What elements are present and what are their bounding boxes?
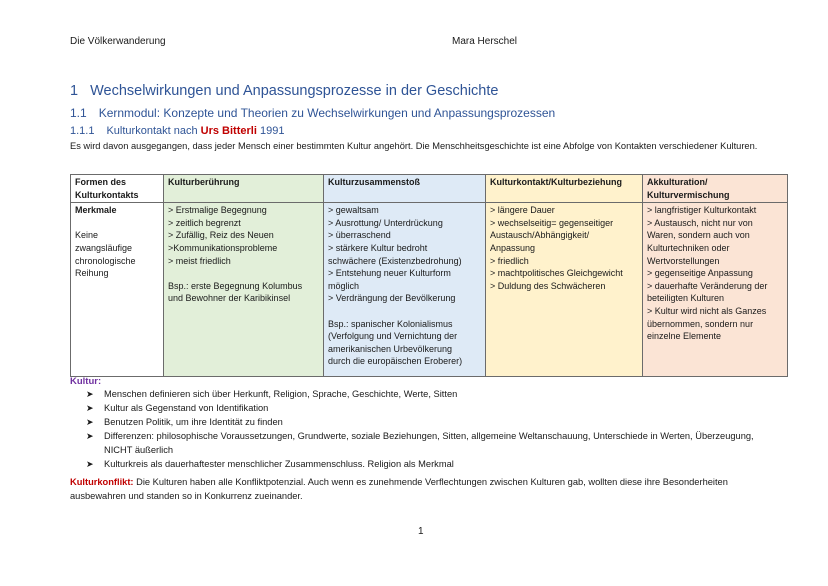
kulturkonflikt-label: Kulturkonflikt: [70, 477, 134, 487]
kulturkonflikt-paragraph [70, 475, 780, 503]
arrow-bullet-icon: ➤ [86, 458, 94, 469]
list-item: ➤ Kultur als Gegenstand von Identifikation [86, 402, 776, 416]
header-cell-forms: Formen des Kulturkontakts [71, 175, 164, 203]
header-cell-kulturkontakt: Kulturkontakt/Kulturbeziehung [486, 175, 643, 203]
heading-2-number: 1.1 [70, 106, 87, 120]
list-item: ➤ Benutzen Politik, um ihre Identität zu finden [86, 416, 776, 430]
header-author: Mara Herschel [452, 36, 518, 47]
header-cell-kulturberuehrung: Kulturberührung [164, 175, 324, 203]
heading-1-text: Wechselwirkungen und Anpassungsprozesse in der Geschichte [90, 83, 499, 99]
cell-merkmale: Merkmale Keine zwangsläufige chronologische Reihung [71, 203, 164, 377]
arrow-bullet-icon: ➤ [86, 403, 94, 413]
table-header-row [71, 175, 788, 203]
arrow-bullet-icon: ➤ [86, 389, 94, 399]
list-item: ➤ Kulturkreis als dauerhaftester menschlicher Zusammenschluss. Religion als Merkmal [86, 458, 776, 472]
cell-akkulturation: > langfristiger Kulturkontakt > Austausch, nicht nur von Waren, sondern auch von Kulturtechniken oder Wertvorstellungen > gegenseitige Anpassung > dauerhafte Veränderung der beteiligten Kulturen > Kultur wird nicht als Ganzes übernommen, sondern nur einzelne Elemente [643, 203, 788, 377]
heading-3-author: Urs Bitterli [200, 125, 257, 137]
list-item: ➤ Differenzen: philosophische Voraussetzungen, Grundwerte, soziale Beziehungen, Sitten, allgemeine Weltanschauung, Unterschiede in Werten, Überzeugung, NICHT äußerlich [86, 431, 754, 455]
kultur-bullet-list [86, 388, 776, 472]
heading-3-number: 1.1.1 [70, 125, 95, 137]
arrow-bullet-icon: ➤ [86, 431, 94, 441]
heading-2-text: Kernmodul: Konzepte und Theorien zu Wechselwirkungen und Anpassungsprozessen [98, 106, 556, 120]
heading-3-prefix: Kulturkontakt nach [106, 125, 198, 137]
kulturkonflikt-text: Die Kulturen haben alle Konfliktpotenzial. Auch wenn es zunehmende Verflechtungen zwischen Kulturen gab, wollten diese ihre Besonderheiten ausbewahren und standen so in Konkurrenz zueinander. [70, 477, 728, 501]
heading-1-number: 1 [70, 83, 79, 99]
header-title: Die Völkerwanderung [70, 36, 166, 47]
page-number: 1 [418, 526, 424, 537]
header-cell-akkulturation: Akkulturation/ Kulturvermischung [643, 175, 788, 203]
list-item: ➤ Menschen definieren sich über Herkunft, Religion, Sprache, Geschichte, Werte, Sitten [86, 388, 776, 402]
header-cell-kulturzusammenstoss: Kulturzusammenstoß [324, 175, 486, 203]
table-row [71, 203, 788, 377]
heading-1 [70, 83, 498, 99]
cell-kulturkontakt: > längere Dauer > wechselseitig= gegenseitiger Austausch/Abhängigkeit/ Anpassung > friedlich > machtpolitisches Gleichgewicht > Duldung des Schwächeren [486, 203, 643, 377]
kulturkontakt-table [70, 174, 788, 377]
intro-paragraph: Es wird davon ausgegangen, dass jeder Mensch einer bestimmten Kultur angehört. Die Menschheitsgeschichte ist eine Abfolge von Kontakten verschiedener Kulturen. [70, 141, 758, 151]
cell-kulturzusammenstoss: > gewaltsam > Ausrottung/ Unterdrückung > überraschend > stärkere Kultur bedroht schwächere (Existenzbedrohung) > Entstehung neuer Kulturform möglich > Verdrängung der Bevölkerung Bsp.: spanischer Kolonialismus (Verfolgung und Vernichtung der amerikanischen Urbevölkerung durch die europäischen Eroberer) [324, 203, 486, 377]
kultur-label: Kultur: [70, 376, 102, 387]
heading-2 [70, 106, 555, 120]
arrow-bullet-icon: ➤ [86, 417, 94, 427]
heading-3-year: 1991 [259, 125, 285, 137]
heading-3 [70, 125, 284, 137]
cell-kulturberuehrung: > Erstmalige Begegnung > zeitlich begrenzt > Zufällig, Reiz des Neuen >Kommunikationsprobleme > meist friedlich Bsp.: erste Begegnung Kolumbus und Bewohner der Karibikinsel [164, 203, 324, 377]
